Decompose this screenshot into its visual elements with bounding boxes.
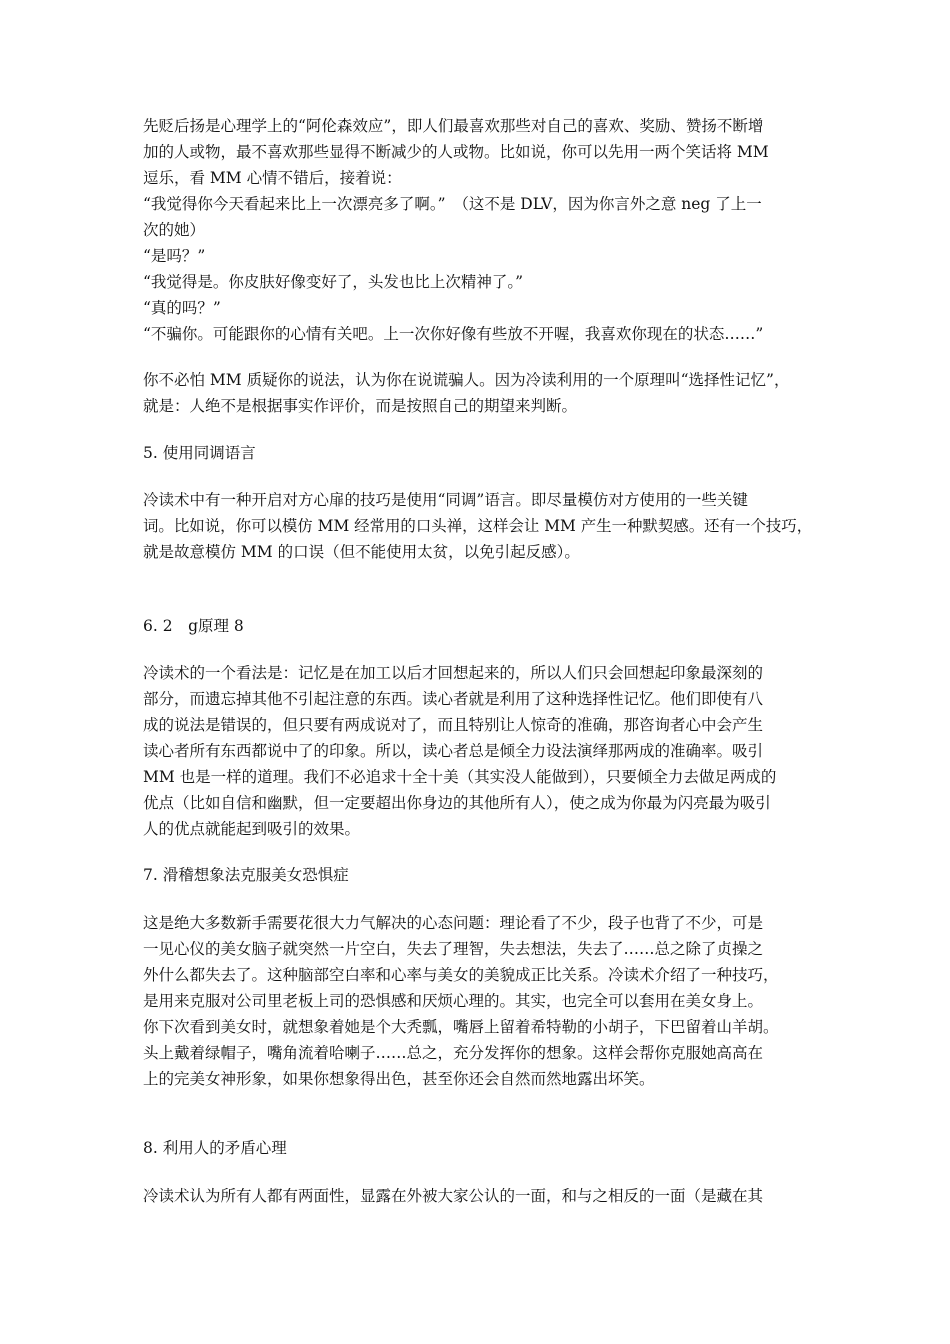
- section-8-heading: 8. 利用人的矛盾心理: [143, 1139, 287, 1157]
- para4-line7: 人的优点就能起到吸引的效果。: [143, 820, 361, 838]
- para4-line3: 成的说法是错误的，但只要有两成说对了，而且特别让人惊奇的准确，那咨询者心中会产生: [143, 716, 764, 734]
- para5-line7: 上的完美女神形象，如果你想象得出色，甚至你还会自然而然地露出坏笑。: [143, 1070, 655, 1088]
- para6-line1: 冷读术认为所有人都有两面性，显露在外被大家公认的一面，和与之相反的一面（是藏在其: [143, 1187, 764, 1205]
- para4-line5: MM 也是一样的道理。我们不必追求十全十美（其实没人能做到），只要倾全力去做足两成的: [143, 768, 777, 786]
- para3-line2: 词。比如说，你可以模仿 MM 经常用的口头禅，这样会让 MM 产生一种默契感。还有一个技巧，: [143, 517, 813, 535]
- para4-line2: 部分，而遗忘掉其他不引起注意的东西。读心者就是利用了这种选择性记忆。他们即使有八: [143, 690, 764, 708]
- para2-line2: 就是：人绝不是根据事实作评价，而是按照自己的期望来判断。: [143, 397, 578, 415]
- para5-line1: 这是绝大多数新手需要花很大力气解决的心态问题：理论看了不少，段子也背了不少，可是: [143, 914, 764, 932]
- section-6-heading: 6. 2 g原理 8: [143, 617, 244, 635]
- dialogue-line5: “真的吗？”: [143, 299, 221, 317]
- para3-line1: 冷读术中有一种开启对方心扉的技巧是使用“同调”语言。即尽量模仿对方使用的一些关键: [143, 491, 748, 509]
- para5-line3: 外什么都失去了。这种脑部空白率和心率与美女的美貌成正比关系。冷读术介绍了一种技巧，: [143, 966, 779, 984]
- para1-line1: 先贬后扬是心理学上的“阿伦森效应”，即人们最喜欢那些对自己的喜欢、奖励、赞扬不断增: [143, 117, 764, 135]
- dialogue-line3: “是吗？”: [143, 247, 206, 265]
- dialogue-line2: 次的她）: [143, 221, 206, 239]
- para3-line3: 就是故意模仿 MM 的口误（但不能使用太贫，以免引起反感）。: [143, 543, 580, 561]
- dialogue-line1: “我觉得你今天看起来比上一次漂亮多了啊。” （这不是 DLV，因为你言外之意 neg 了上一: [143, 195, 762, 213]
- dialogue-line6: “不骗你。可能跟你的心情有关吧。上一次你好像有些放不开喔，我喜欢你现在的状态……”: [143, 325, 764, 343]
- para5-line5: 你下次看到美女时，就想象着她是个大秃瓢，嘴唇上留着希特勒的小胡子，下巴留着山羊胡。: [143, 1018, 779, 1036]
- para1-line2: 加的人或物，最不喜欢那些显得不断减少的人或物。比如说，你可以先用一两个笑话将 MM: [143, 143, 769, 161]
- dialogue-line4: “我觉得是。你皮肤好像变好了，头发也比上次精神了。”: [143, 273, 524, 291]
- para4-line1: 冷读术的一个看法是：记忆是在加工以后才回想起来的，所以人们只会回想起印象最深刻的: [143, 664, 764, 682]
- section-7-heading: 7. 滑稽想象法克服美女恐惧症: [143, 866, 349, 884]
- para4-line4: 读心者所有东西都说中了的印象。所以，读心者总是倾全力设法演绎那两成的准确率。吸引: [143, 742, 764, 760]
- para1-line3: 逗乐，看 MM 心情不错后，接着说：: [143, 169, 402, 187]
- para2-line1: 你不必怕 MM 质疑你的说法，认为你在说谎骗人。因为冷读利用的一个原理叫“选择性记忆”，: [143, 371, 790, 389]
- para5-line6: 头上戴着绿帽子，嘴角流着哈喇子……总之，充分发挥你的想象。这样会帮你克服她高高在: [143, 1044, 764, 1062]
- para5-line2: 一见心仪的美女脑子就突然一片空白，失去了理智，失去想法，失去了……总之除了贞操之: [143, 940, 764, 958]
- section-5-heading: 5. 使用同调语言: [143, 444, 256, 462]
- para5-line4: 是用来克服对公司里老板上司的恐惧感和厌烦心理的。其实，也完全可以套用在美女身上。: [143, 992, 764, 1010]
- para4-line6: 优点（比如自信和幽默，但一定要超出你身边的其他所有人），使之成为你最为闪亮最为吸引: [143, 794, 771, 812]
